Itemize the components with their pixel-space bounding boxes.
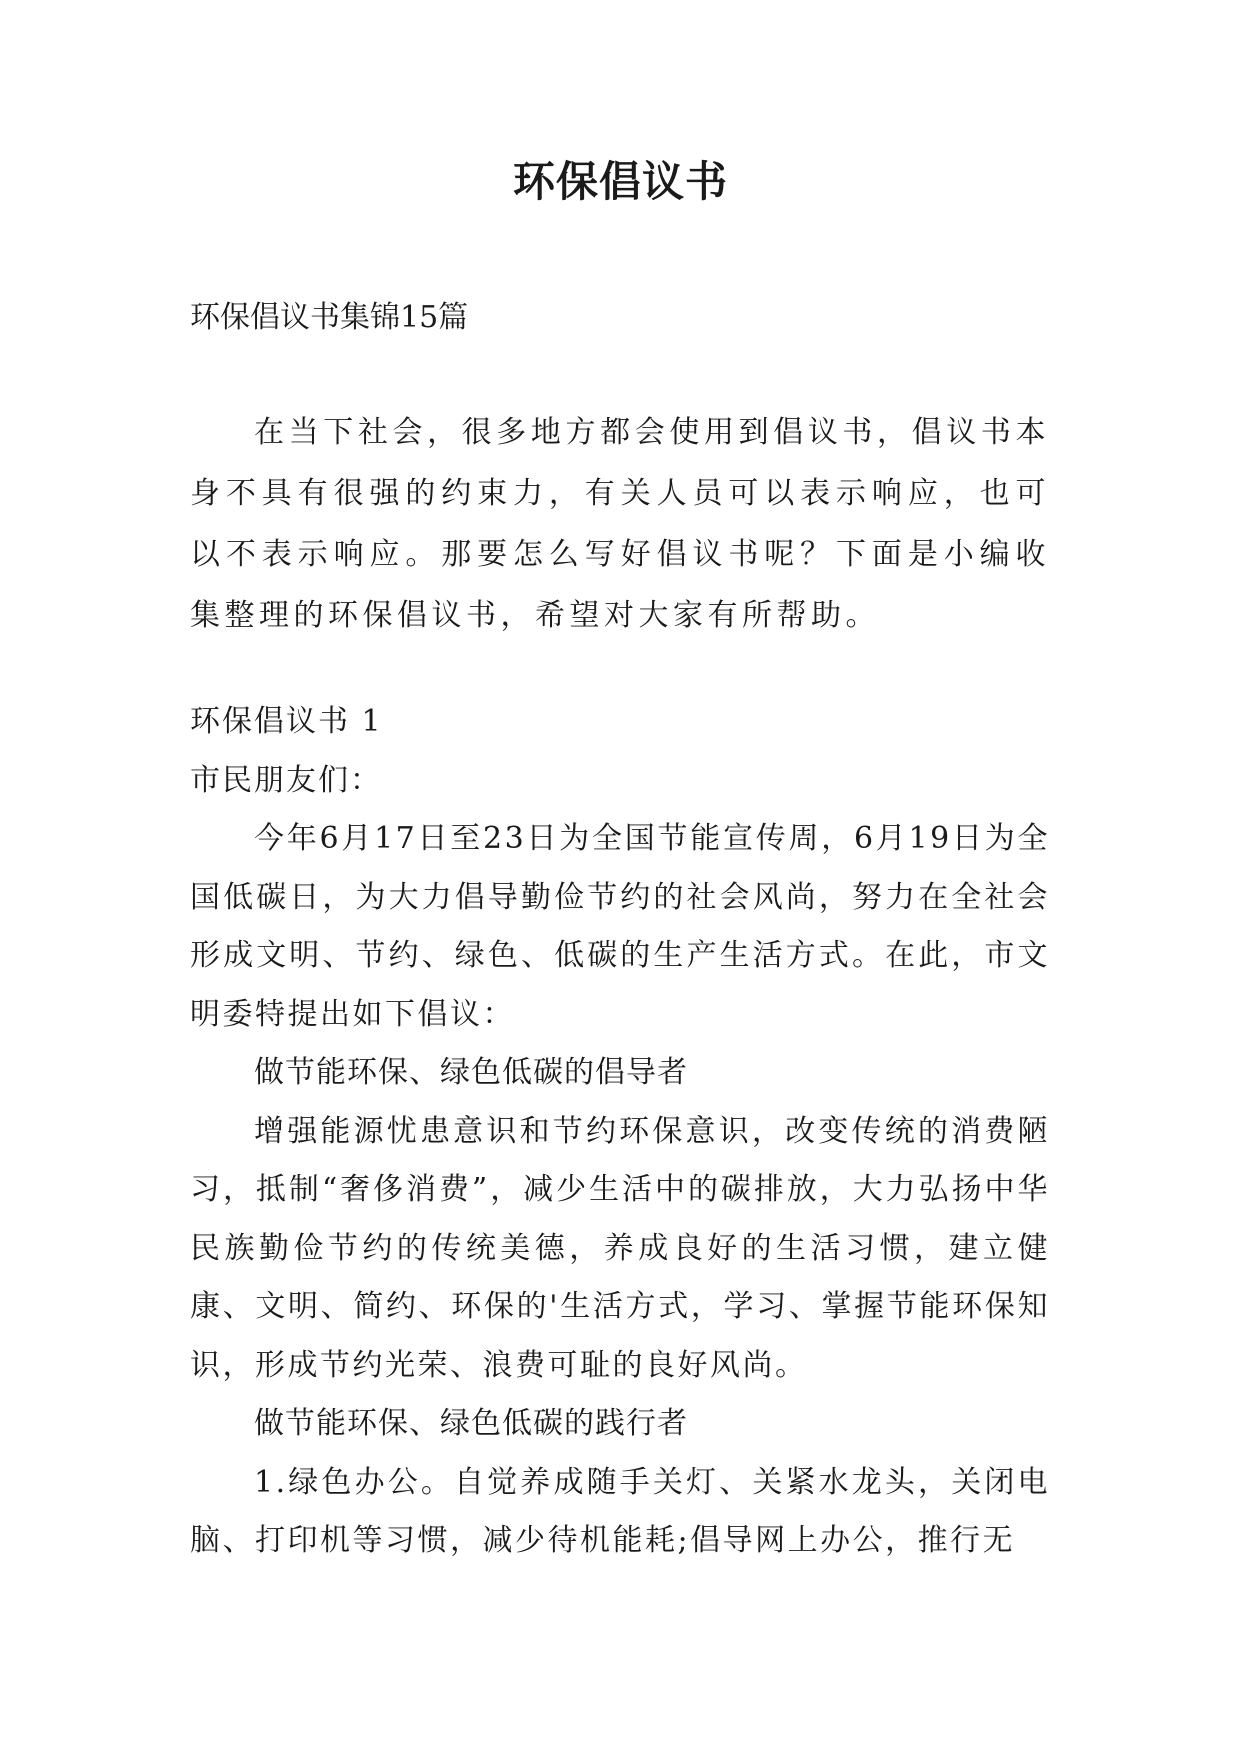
letter-body xyxy=(190,693,1050,1571)
body-paragraph: 增强能源忧患意识和节约环保意识，改变传统的消费陋习，抵制“奢侈消费”，减少生活中的碳排放，大力弘扬中华民族勤俭节约的传统美德，养成良好的生活习惯，建立健康、文明、简约、环保的'生活方式，学习、掌握节能环保知识，形成节约光荣、浪费可耻的良好风尚。 xyxy=(190,1113,1050,1383)
body-paragraph: 今年6月17日至23日为全国节能宣传周，6月19日为全国低碳日，为大力倡导勤俭节约的社会风尚，努力在全社会形成文明、节约、绿色、低碳的生产生活方式。在此，市文明委特提出如下倡议： xyxy=(190,821,1050,1032)
body-paragraph: 1.绿色办公。自觉养成随手关灯、关紧水龙头，关闭电脑、打印机等习惯，减少待机能耗;倡导网上办公，推行无 xyxy=(190,1464,1050,1558)
salutation: 市民朋友们： xyxy=(190,762,382,798)
intro-paragraph: 在当下社会，很多地方都会使用到倡议书，倡议书本身不具有很强的约束力，有关人员可以表示响应，也可以不表示响应。那要怎么写好倡议书呢？下面是小编收集整理的环保倡议书，希望对大家有所帮助。 xyxy=(190,415,1050,633)
subheading: 做节能环保、绿色低碳的倡导者 xyxy=(254,1055,688,1090)
document-subtitle: 环保倡议书集锦15篇 xyxy=(190,300,469,335)
section-title: 环保倡议书 1 xyxy=(190,704,383,739)
document-title: 环保倡议书 xyxy=(512,157,728,206)
subheading: 做节能环保、绿色低碳的践行者 xyxy=(254,1406,688,1441)
